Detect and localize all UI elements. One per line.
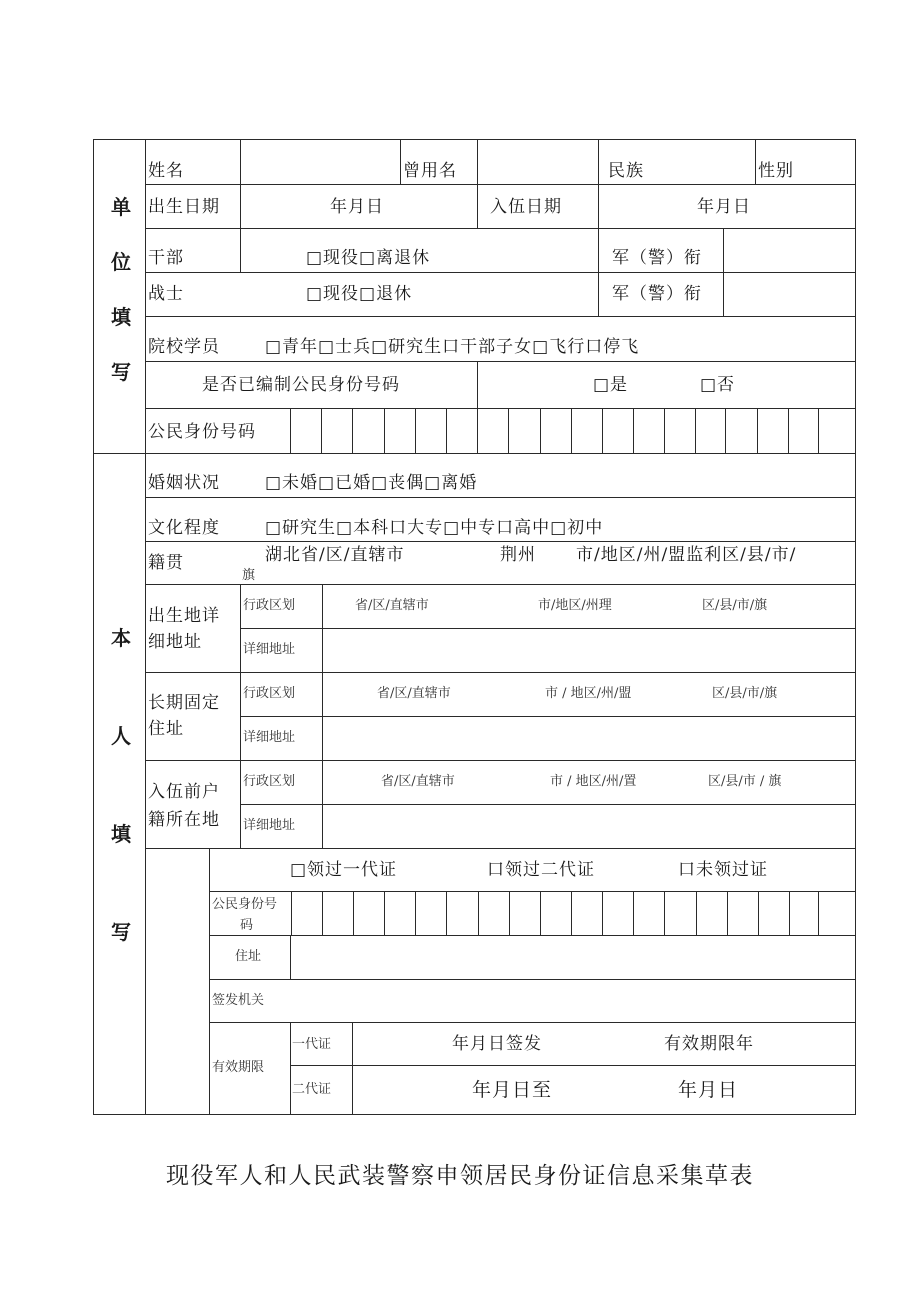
birth-date-label: 出生日期 xyxy=(148,197,220,217)
cadre-label: 干部 xyxy=(148,248,184,268)
row-divider xyxy=(145,184,855,185)
soldier-label: 战士 xyxy=(148,284,184,304)
column-divider xyxy=(477,361,478,408)
row-divider xyxy=(209,1022,855,1023)
row-divider xyxy=(145,760,855,761)
id-digit-cell-border xyxy=(788,408,789,453)
table-top-border xyxy=(93,139,855,140)
row-divider xyxy=(145,272,855,273)
row-divider xyxy=(145,497,855,498)
id-digit-cell-border xyxy=(695,408,696,453)
table-bottom-border xyxy=(93,1114,856,1115)
yes-option: □是 xyxy=(593,375,629,395)
section-unit-label-char: 写 xyxy=(111,360,131,384)
hukou-admin-province: 省/区/直辖市 xyxy=(381,774,455,789)
id-digit-cell-border xyxy=(571,891,572,935)
residence-admin-province: 省/区/直辖市 xyxy=(377,686,451,701)
id-digit-cell-border xyxy=(696,891,697,935)
native-province: 湖北省/区/直辖市 xyxy=(265,545,405,565)
row-divider xyxy=(240,628,855,629)
residence-admin-county: 区/县/市/旗 xyxy=(712,686,778,701)
id-digit-cell-border xyxy=(446,891,447,935)
id-digit-cell-border xyxy=(352,408,353,453)
card-option-second-gen: 口领过二代证 xyxy=(487,860,595,880)
id-digit-cell-border xyxy=(478,891,479,935)
form-caption: 现役军人和人民武装警察申领居民身份证信息采集草表 xyxy=(166,1163,754,1189)
column-divider xyxy=(400,139,401,184)
hukou-admin-county: 区/县/市 / 旗 xyxy=(708,774,782,789)
row-divider xyxy=(145,408,855,409)
card-id-number-label: 码 xyxy=(240,918,254,933)
id-digit-cell-border xyxy=(291,891,292,935)
id-digit-cell-border xyxy=(415,408,416,453)
id-compiled-question: 是否已编制公民身份号码 xyxy=(202,375,400,395)
second-gen-card-label: 二代证 xyxy=(292,1082,332,1097)
section-self-label-char: 填 xyxy=(111,822,131,846)
no-option: □否 xyxy=(700,375,736,395)
hukou-label: 入伍前户 xyxy=(148,782,220,802)
residence-label: 住址 xyxy=(148,719,184,739)
ethnicity-label: 民族 xyxy=(608,161,644,181)
id-digit-cell-border xyxy=(540,408,541,453)
section-self-label-char: 写 xyxy=(111,920,131,944)
column-divider xyxy=(755,139,756,184)
id-digit-cell-border xyxy=(446,408,447,453)
birthplace-admin-county: 区/县/市/旗 xyxy=(702,598,768,613)
id-digit-cell-border xyxy=(353,891,354,935)
admin-division-label: 行政区划 xyxy=(243,774,296,789)
card-address-label: 住址 xyxy=(235,949,262,964)
id-digit-cell-border xyxy=(508,408,509,453)
card-subsection-border xyxy=(209,848,210,1114)
enlist-date-value: 年月日 xyxy=(697,197,751,217)
id-digit-cell-border xyxy=(477,408,478,453)
validity-period-label: 有效期限 xyxy=(212,1060,265,1075)
id-digit-cell-border xyxy=(384,891,385,935)
gender-label: 性别 xyxy=(758,161,794,181)
enlist-date-label: 入伍日期 xyxy=(490,197,562,217)
hukou-admin-city: 市 / 地区/州/置 xyxy=(550,774,637,789)
row-divider xyxy=(145,541,855,542)
row-divider xyxy=(145,228,855,229)
id-digit-cell-border xyxy=(509,891,510,935)
column-divider xyxy=(290,935,291,979)
detail-address-label: 详细地址 xyxy=(243,730,296,745)
native-banner: 旗 xyxy=(242,568,256,583)
birth-date-value: 年月日 xyxy=(330,197,384,217)
row-divider xyxy=(290,1065,855,1066)
first-gen-issued-date: 年月日签发 xyxy=(452,1034,542,1054)
birthplace-label: 细地址 xyxy=(148,632,202,652)
column-divider xyxy=(240,139,241,272)
birthplace-admin-city: 市/地区/州理 xyxy=(538,598,612,613)
second-gen-valid-to: 年月日 xyxy=(678,1079,739,1101)
id-digit-cell-border xyxy=(727,891,728,935)
id-digit-cell-border xyxy=(322,891,323,935)
id-digit-cell-border xyxy=(633,408,634,453)
card-option-none: 口未领过证 xyxy=(678,860,768,880)
row-divider xyxy=(209,979,855,980)
row-divider xyxy=(145,584,855,585)
first-gen-validity: 有效期限年 xyxy=(664,1034,754,1054)
education-options: □研究生□本科口大专□中专口高中□初中 xyxy=(265,518,604,538)
row-divider xyxy=(209,935,855,936)
id-digit-cell-border xyxy=(664,891,665,935)
id-digit-cell-border xyxy=(384,408,385,453)
first-gen-card-label: 一代证 xyxy=(292,1037,332,1052)
section-unit-label-char: 填 xyxy=(111,305,131,329)
id-digit-cell-border xyxy=(321,408,322,453)
row-divider xyxy=(145,848,855,849)
cadet-label: 院校学员 xyxy=(148,337,220,357)
cadre-rank-label: 军（警）衔 xyxy=(612,248,702,268)
issuing-authority-label: 签发机关 xyxy=(212,993,265,1008)
hukou-label: 籍所在地 xyxy=(148,810,220,830)
row-divider xyxy=(145,672,855,673)
column-divider xyxy=(352,1022,353,1114)
column-divider xyxy=(598,139,599,228)
birthplace-label: 出生地详 xyxy=(148,606,220,626)
name-label: 姓名 xyxy=(148,161,184,181)
id-digit-cell-border xyxy=(540,891,541,935)
marital-options: □未婚□已婚□丧偶□离婚 xyxy=(265,473,478,493)
section-label-column-border xyxy=(145,139,146,1114)
soldier-rank-label: 军（警）衔 xyxy=(612,284,702,304)
second-gen-valid-from: 年月日至 xyxy=(472,1079,553,1101)
id-digit-cell-border xyxy=(758,891,759,935)
id-digit-cell-border xyxy=(290,408,291,453)
row-divider xyxy=(145,316,855,317)
column-divider xyxy=(723,228,724,316)
id-digit-cell-border xyxy=(415,891,416,935)
id-digit-cell-border xyxy=(757,408,758,453)
id-digit-cell-border xyxy=(571,408,572,453)
column-divider xyxy=(477,139,478,228)
id-digit-cell-border xyxy=(725,408,726,453)
detail-address-label: 详细地址 xyxy=(243,818,296,833)
card-id-number-label: 公民身份号 xyxy=(212,897,278,912)
admin-division-label: 行政区划 xyxy=(243,686,296,701)
section-divider xyxy=(93,453,855,454)
native-county: 市/地区/州/盟监利区/县/市/ xyxy=(576,545,797,565)
row-divider xyxy=(240,804,855,805)
id-number-label: 公民身份号码 xyxy=(148,422,256,442)
row-divider xyxy=(145,361,855,362)
row-divider xyxy=(240,716,855,717)
education-label: 文化程度 xyxy=(148,518,220,538)
former-name-label: 曾用名 xyxy=(403,161,457,181)
column-divider xyxy=(598,228,599,316)
id-digit-cell-border xyxy=(602,891,603,935)
birthplace-admin-province: 省/区/直辖市 xyxy=(355,598,429,613)
address-sub-label-column-border xyxy=(322,584,323,848)
table-right-border xyxy=(855,139,856,1114)
marital-label: 婚姻状况 xyxy=(148,473,220,493)
address-label-column-border xyxy=(240,584,241,848)
residence-label: 长期固定 xyxy=(148,693,220,713)
section-self-label-char: 人 xyxy=(111,724,131,748)
id-digit-cell-border xyxy=(602,408,603,453)
id-digit-cell-border xyxy=(818,891,819,935)
soldier-options: □现役□退休 xyxy=(306,284,413,304)
card-option-first-gen: □领过一代证 xyxy=(290,860,398,880)
id-digit-cell-border xyxy=(789,891,790,935)
admin-division-label: 行政区划 xyxy=(243,598,296,613)
id-digit-cell-border xyxy=(818,408,819,453)
table-left-border xyxy=(93,139,94,1114)
native-place-label: 籍贯 xyxy=(148,553,184,573)
cadre-options: □现役□离退休 xyxy=(306,248,431,268)
column-divider xyxy=(290,1022,291,1114)
native-city: 荆州 xyxy=(500,545,536,565)
id-digit-cell-border xyxy=(633,891,634,935)
section-unit-label-char: 位 xyxy=(111,250,131,274)
id-digit-cell-border xyxy=(664,408,665,453)
section-unit-label-char: 单 xyxy=(111,195,131,219)
detail-address-label: 详细地址 xyxy=(243,642,296,657)
cadet-options: □青年□士兵□研究生口干部子女□飞行口停飞 xyxy=(265,337,640,357)
residence-admin-city: 市 / 地区/州/盟 xyxy=(545,686,632,701)
section-self-label-char: 本 xyxy=(111,626,131,650)
